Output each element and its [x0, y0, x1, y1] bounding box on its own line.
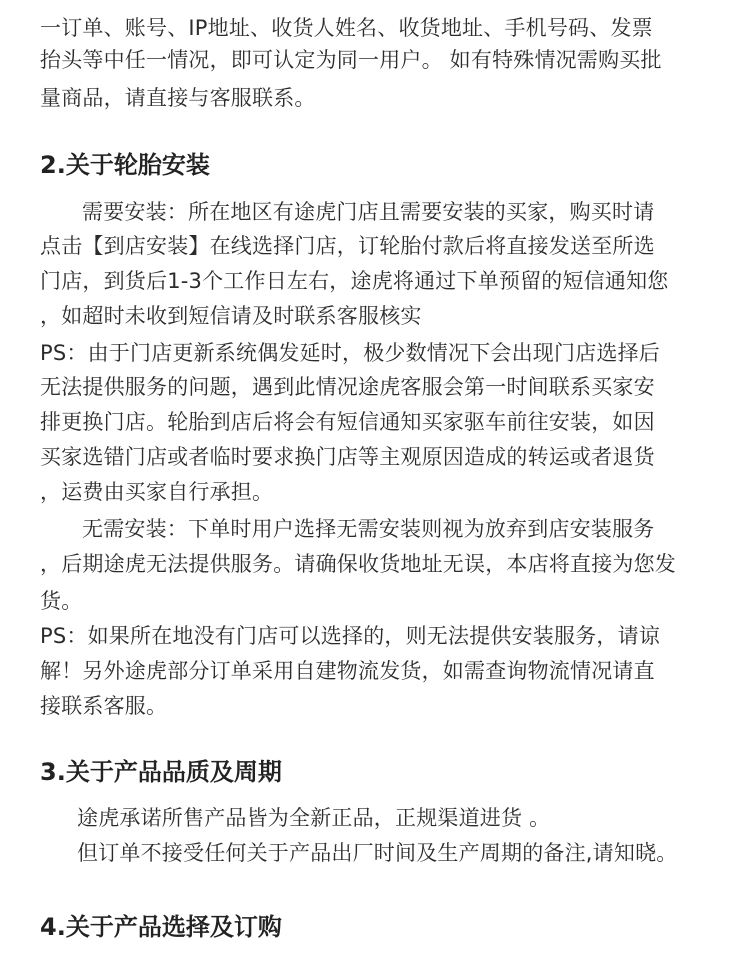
section-heading: 2.关于轮胎安装: [40, 151, 210, 179]
section-heading: 4.关于产品选择及订购: [40, 913, 282, 941]
paragraph-line: PS：如果所在地没有门店可以选择的，则无法提供安装服务，请谅: [40, 624, 660, 648]
paragraph-line: ，运费由买家自行承担。: [40, 480, 274, 504]
paragraph-line: PS：由于门店更新系统偶发延时，极少数情况下会出现门店选择后: [40, 341, 660, 365]
intro-line: 抬头等中任一情况，即可认定为同一用户。 如有特殊情况需购买批: [40, 48, 662, 72]
paragraph-line: 无需安装：下单时用户选择无需安装则视为放弃到店安装服务: [82, 517, 655, 541]
paragraph-line: 解！另外途虎部分订单采用自建物流发货，如需查询物流情况请直: [40, 659, 655, 683]
paragraph-line: 无法提供服务的问题，遇到此情况途虎客服会第一时间联系买家安: [40, 375, 655, 399]
paragraph-line: ，后期途虎无法提供服务。请确保收货地址无误，本店将直接为您发: [40, 552, 676, 576]
paragraph-line: 需要安装：所在地区有途虎门店且需要安装的买家，购买时请: [82, 200, 655, 224]
paragraph-line: 货。: [40, 589, 83, 613]
section-heading: 3.关于产品品质及周期: [40, 758, 282, 786]
paragraph-line: 排更换门店。轮胎到店后将会有短信通知买家驱车前往安装，如因: [40, 410, 655, 434]
paragraph-line: 但订单不接受任何关于产品出厂时间及生产周期的备注,请知晓。: [77, 841, 678, 865]
paragraph-line: 门店，到货后1-3个工作日左右，途虎将通过下单预留的短信通知您: [40, 269, 669, 293]
paragraph-line: 点击【到店安装】在线选择门店，订轮胎付款后将直接发送至所选: [40, 234, 655, 258]
paragraph-line: 接联系客服。: [40, 694, 168, 718]
intro-line: 一订单、账号、IP地址、收货人姓名、收货地址、手机号码、发票: [40, 16, 653, 40]
paragraph-line: ，如超时未收到短信请及时联系客服核实: [40, 304, 422, 328]
paragraph-line: 买家选错门店或者临时要求换门店等主观原因造成的转运或者退货: [40, 445, 655, 469]
intro-line: 量商品，请直接与客服联系。: [40, 86, 316, 110]
paragraph-line: 途虎承诺所售产品皆为全新正品，正规渠道进货 。: [77, 806, 551, 830]
